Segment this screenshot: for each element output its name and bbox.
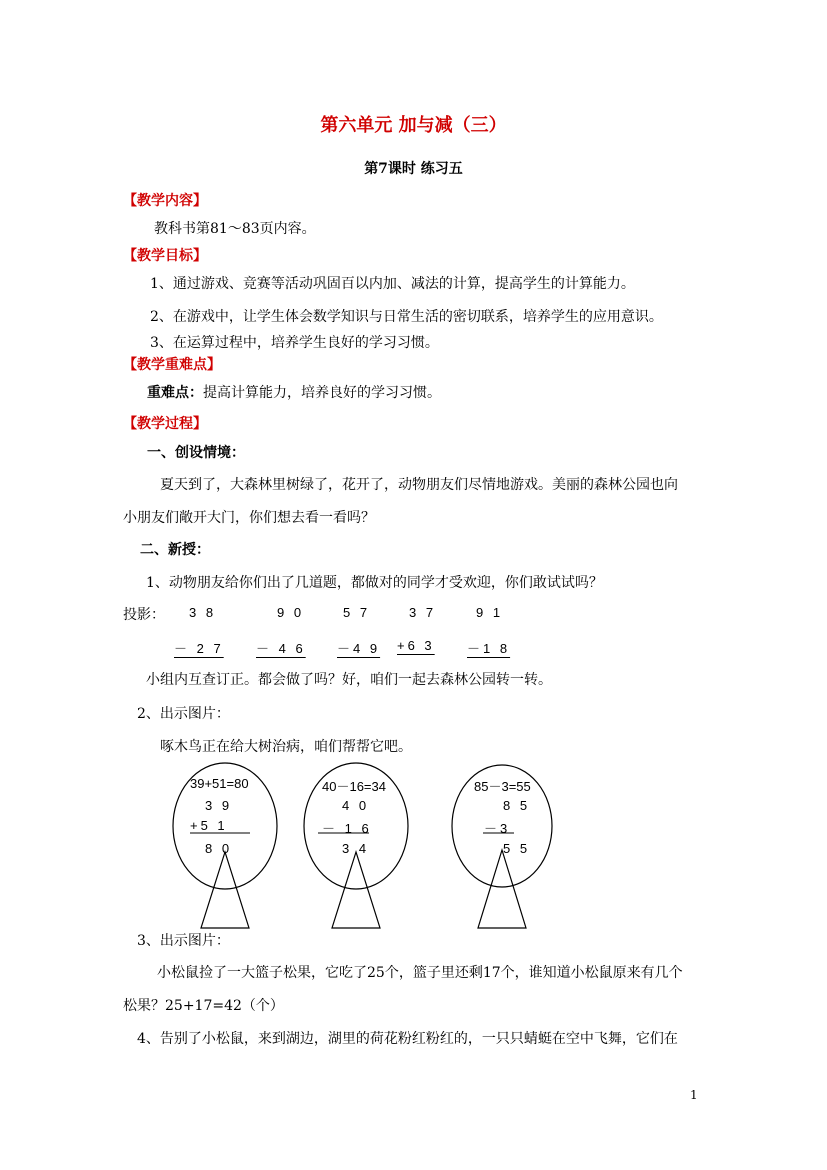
tree-2-top: 4 0 (342, 798, 370, 813)
tree-3-op: －3 (484, 821, 511, 836)
problem-4-bottom: +6 3 (397, 638, 435, 653)
tree-1-top: 3 9 (205, 798, 233, 813)
section-heading-process: 【教学过程】 (123, 416, 207, 432)
problem-3-top: 5 7 (343, 605, 371, 620)
lesson-subtitle: 第7课时 练习五 (364, 161, 463, 177)
tree-3-top: 8 5 (503, 798, 531, 813)
page-title: 第六单元 加与减（三） (320, 115, 507, 136)
goal-item-3: 3、在运算过程中，培养学生良好的学习习惯。 (150, 335, 439, 351)
tree-3-trunk (478, 850, 526, 928)
item-2: 2、出示图片： (137, 706, 230, 722)
goal-item-1: 1、通过游戏、竞赛等活动巩固百以内加、减法的计算，提高学生的计算能力。 (150, 276, 635, 292)
item-1: 1、动物朋友给你们出了几道题，都做对的同学才受欢迎，你们敢试试吗？ (146, 575, 603, 591)
tree-1-equation: 39+51=80 (190, 776, 249, 791)
problem-3-bottom: －4 9 (337, 641, 381, 656)
part1-line-2: 小朋友们敞开大门，你们想去看一看吗？ (123, 510, 375, 526)
tree-3-result: 5 5 (503, 841, 531, 856)
problem-1-top: 3 8 (189, 605, 217, 620)
section-heading-key-points: 【教学重难点】 (123, 357, 221, 373)
problem-5-bottom: －1 8 (467, 641, 511, 656)
tree-2-op: － 1 6 (322, 821, 372, 836)
goal-item-2: 2、在游戏中，让学生体会数学知识与日常生活的密切联系，培养学生的应用意识。 (150, 309, 663, 325)
problem-5-top: 9 1 (476, 605, 504, 620)
woodpecker-line: 啄木鸟正在给大树治病，咱们帮帮它吧。 (160, 739, 412, 755)
part1-title: 一、创设情境： (147, 445, 245, 461)
problem-1-bottom: － 2 7 (174, 641, 224, 656)
tree-1-trunk (201, 852, 249, 928)
item-4: 4、告别了小松鼠，来到湖边，湖里的荷花粉红粉红的，一只只蜻蜓在空中飞舞，它们在 (137, 1031, 678, 1047)
tree-3-equation: 85－3=55 (474, 779, 531, 794)
tree-2-equation: 40－16=34 (322, 779, 386, 794)
problem-4-top: 3 7 (409, 605, 437, 620)
tree-2-result: 3 4 (342, 841, 370, 856)
check-line: 小组内互查订正。都会做了吗？好，咱们一起去森林公园转一转。 (146, 672, 552, 688)
key-points-text: 提高计算能力，培养良好的学习习惯。 (203, 385, 441, 401)
key-points-label: 重难点： (147, 385, 203, 401)
projection-label: 投影： (123, 607, 165, 623)
squirrel-line-1: 小松鼠捡了一大篮子松果，它吃了25个，篮子里还剩17个，谁知道小松鼠原来有几个 (157, 965, 683, 981)
problem-2-bottom: － 4 6 (256, 641, 306, 656)
part2-title: 二、新授： (140, 542, 210, 558)
problem-2-top: 9 0 (277, 605, 305, 620)
tree-1-op: +5 1 (190, 818, 228, 833)
section-heading-goals: 【教学目标】 (123, 248, 207, 264)
content-text: 教科书第81～83页内容。 (154, 221, 316, 237)
item-3: 3、出示图片： (137, 933, 230, 949)
section-heading-content: 【教学内容】 (123, 193, 207, 209)
page-number: 1 (690, 1088, 698, 1102)
part1-line-1: 夏天到了，大森林里树绿了，花开了，动物朋友们尽情地游戏。美丽的森林公园也向 (160, 477, 678, 493)
tree-1-result: 8 0 (205, 841, 233, 856)
tree-2-trunk (332, 852, 380, 928)
squirrel-line-2: 松果？25+17=42（个） (123, 998, 284, 1014)
